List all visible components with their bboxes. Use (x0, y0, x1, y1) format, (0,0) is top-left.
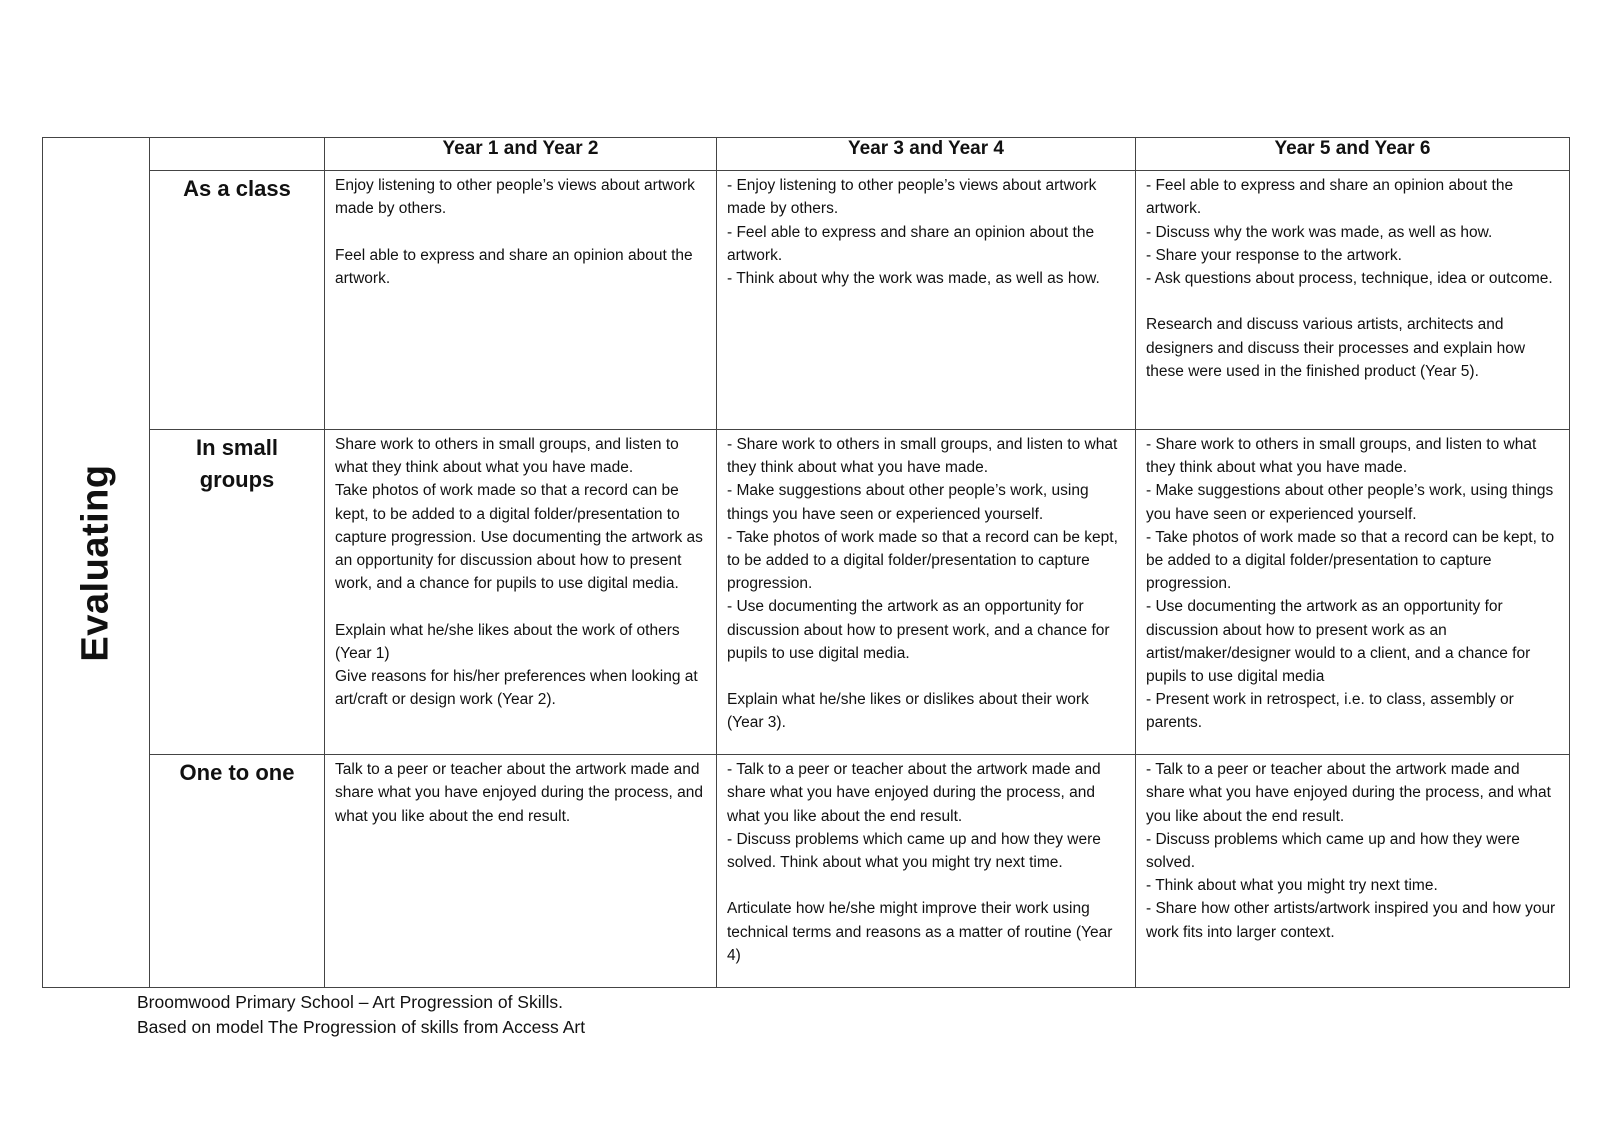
row-label-one-to-one (150, 755, 325, 988)
footer-line-source: Based on model The Progression of skills from Access Art (137, 1017, 586, 1037)
cell-one-to-one-year-3-4: - Talk to a peer or teacher about the artwork made and share what you have enjoyed during the process, and what you like about the end result. - Discuss problems which came up and how they were solved. Think about what you might try next time. Articulate how he/she might improve their work using technical terms and reasons as a matter of routine (Year 4) (717, 755, 1136, 988)
column-header-year-3-4: Year 3 and Year 4 (717, 138, 1136, 171)
row-label-as-a-class (150, 171, 325, 430)
row-label-in-small-groups (150, 430, 325, 755)
cell-as-a-class-year-5-6: - Feel able to express and share an opinion about the artwork. - Discuss why the work was made, as well as how. - Share your response to the artwork. - Ask questions about process, technique, idea or outcome. Research and discuss various artists, architects and designers and discuss their processes and explain how these were used in the finished product (Year 5). (1136, 171, 1570, 430)
cell-as-a-class-year-1-2: Enjoy listening to other people’s views about artwork made by others. Feel able to express and share an opinion about the artwork. (325, 171, 717, 430)
column-header-year-1-2: Year 1 and Year 2 (325, 138, 717, 171)
progression-table (42, 137, 1570, 988)
row-label-line: groups (199, 467, 275, 493)
corner-header-cell (150, 138, 325, 171)
table-row (43, 171, 1570, 430)
cell-one-to-one-year-1-2: Talk to a peer or teacher about the artwork made and share what you have enjoyed during the process, and what you like about the end result. (325, 755, 717, 988)
table-row (43, 430, 1570, 755)
row-label-line: In small (196, 435, 278, 461)
progression-table-wrapper (42, 137, 1569, 988)
cell-as-a-class-year-3-4: - Enjoy listening to other people’s views about artwork made by others. - Feel able to express and share an opinion about the artwork. - Think about why the work was made, as well as how. (717, 171, 1136, 430)
section-title: Evaluating (74, 463, 117, 662)
row-label-line: As a class (183, 176, 291, 202)
cell-small-groups-year-3-4: - Share work to others in small groups, and listen to what they think about what you have made. - Make suggestions about other people’s work, using things you have seen or experienced yourself. - Take photos of work made so that a record can be kept, to be added to a digital folder/presentation to capture progression. - Use documenting the artwork as an opportunity for discussion about how to present work, and a chance for pupils to use digital media. Explain what he/she likes or dislikes about their work (Year 3). (717, 430, 1136, 755)
table-row (43, 755, 1570, 988)
header-row (43, 138, 1570, 171)
document-footer (137, 990, 585, 1040)
section-cell (43, 138, 150, 988)
cell-small-groups-year-1-2: Share work to others in small groups, and listen to what they think about what you have made. Take photos of work made so that a record can be kept, to be added to a digital folder/presentation to capture progression. Use documenting the artwork as an opportunity for discussion about how to present work, and a chance for pupils to use digital media. Explain what he/she likes about the work of others (Year 1) Give reasons for his/her preferences when looking at art/craft or design work (Year 2). (325, 430, 717, 755)
row-label-line: One to one (179, 760, 295, 786)
column-header-year-5-6: Year 5 and Year 6 (1136, 138, 1570, 171)
cell-one-to-one-year-5-6: - Talk to a peer or teacher about the artwork made and share what you have enjoyed during the process, and what you like about the end result. - Discuss problems which came up and how they were solved. - Think about what you might try next time. - Share how other artists/artwork inspired you and how your work fits into larger context. (1136, 755, 1570, 988)
footer-line-school: Broomwood Primary School – Art Progression of Skills. (137, 992, 563, 1012)
cell-small-groups-year-5-6: - Share work to others in small groups, and listen to what they think about what you have made. - Make suggestions about other people’s work, using things you have seen or experienced yourself. - Take photos of work made so that a record can be kept, to be added to a digital folder/presentation to capture progression. - Use documenting the artwork as an opportunity for discussion about how to present work as an artist/maker/designer would to a client, and a chance for pupils to use digital media - Present work in retrospect, i.e. to class, assembly or parents. (1136, 430, 1570, 755)
